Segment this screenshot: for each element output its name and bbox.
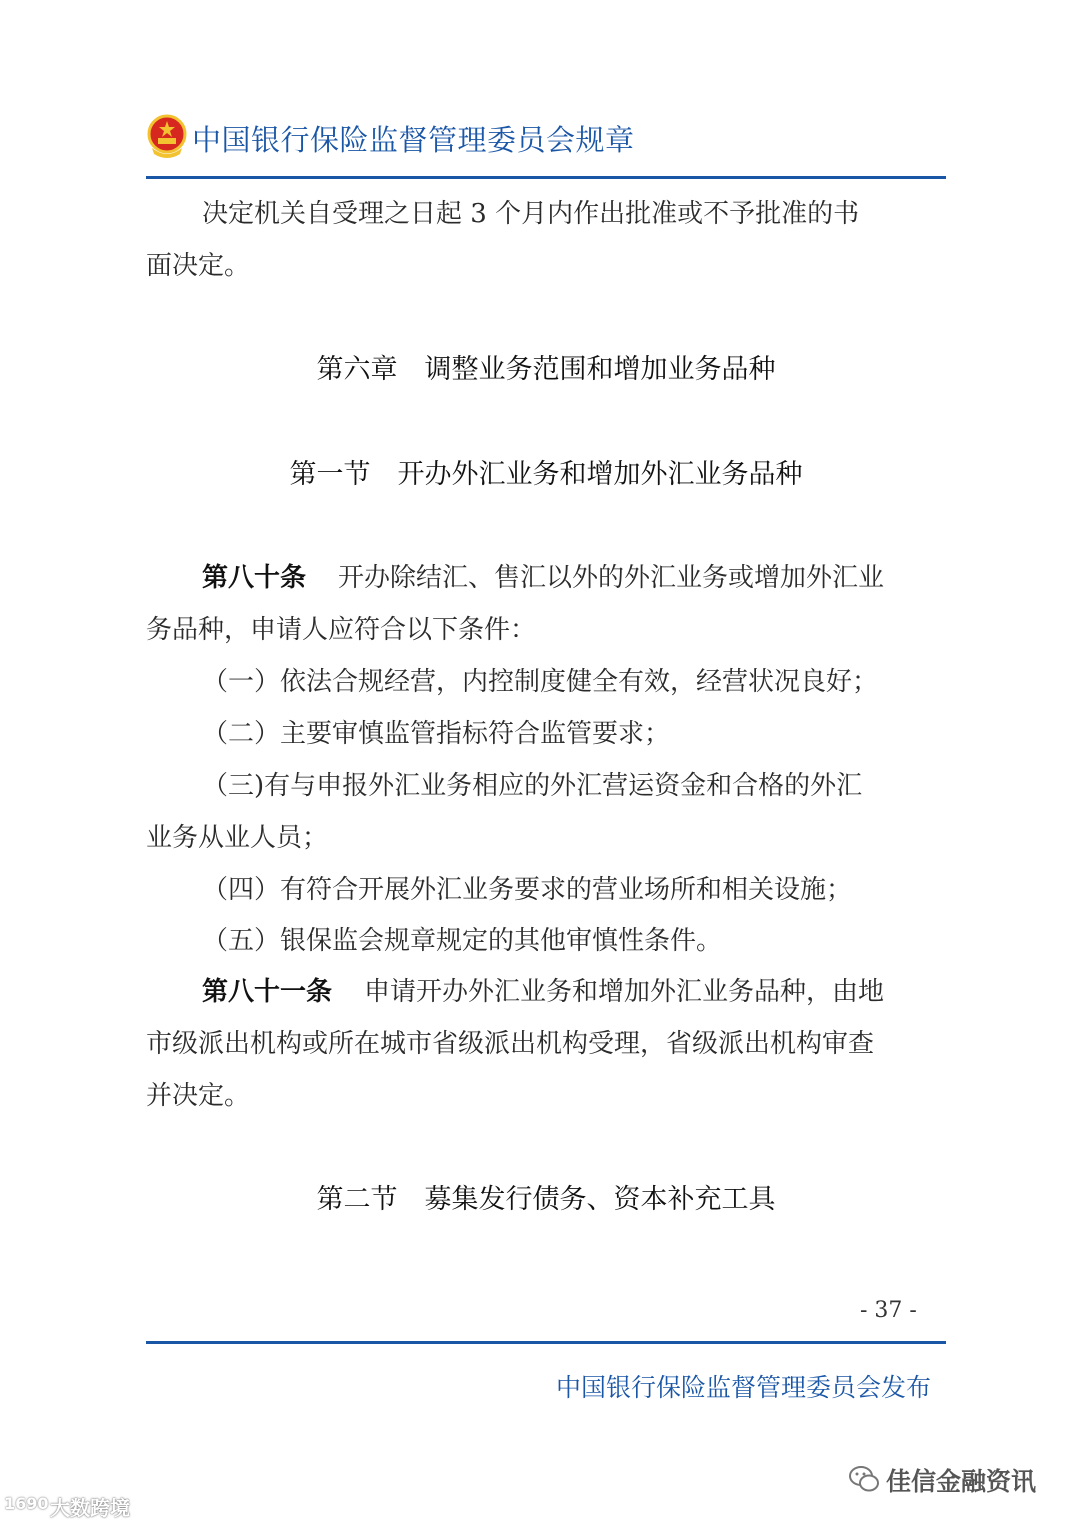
footer-rule bbox=[146, 1341, 946, 1344]
document-header bbox=[146, 112, 946, 172]
article-80-item: （二）主要审慎监管指标符合监管要求； bbox=[202, 719, 671, 749]
paragraph-line: 决定机关自受理之日起 3 个月内作出批准或不予批准的书 bbox=[202, 199, 860, 229]
article-81-line bbox=[202, 971, 884, 1008]
article-81-line: 并决定。 bbox=[146, 1081, 251, 1111]
article-80-item: （一）依法合规经营，内控制度健全有效，经营状况良好； bbox=[202, 667, 879, 697]
article-80-item: （五）银保监会规章规定的其他审慎性条件。 bbox=[202, 926, 723, 956]
header-rule bbox=[146, 176, 946, 179]
chapter-heading: 第六章 调整业务范围和增加业务品种 bbox=[316, 354, 776, 385]
page-number: - 37 - bbox=[860, 1298, 917, 1323]
footer-publisher: 中国银行保险监督管理委员会发布 bbox=[556, 1373, 932, 1402]
site-name: 大数跨境 bbox=[50, 1496, 130, 1520]
article-81-text: 申请开办外汇业务和增加外汇业务品种，由地 bbox=[364, 977, 885, 1007]
article-80-item: 业务从业人员； bbox=[146, 823, 329, 853]
header-title: 中国银行保险监督管理委员会规章 bbox=[192, 123, 635, 157]
wechat-account-name: 佳信金融资讯 bbox=[886, 1467, 1037, 1496]
article-80-text: 开办除结汇、售汇以外的外汇业务或增加外汇业 bbox=[338, 563, 885, 593]
section-heading: 第二节 募集发行债务、资本补充工具 bbox=[316, 1184, 776, 1215]
wechat-icon bbox=[848, 1464, 880, 1494]
article-80-item: （三)有与申报外汇业务相应的外汇营运资金和合格的外汇 bbox=[202, 771, 863, 801]
article-80-line: 务品种，申请人应符合以下条件： bbox=[146, 615, 537, 645]
article-81-line: 市级派出机构或所在城市省级派出机构受理，省级派出机构审查 bbox=[146, 1029, 875, 1059]
article-80-item: （四）有符合开展外汇业务要求的营业场所和相关设施； bbox=[202, 875, 853, 905]
article-80-label: 第八十条 bbox=[202, 563, 307, 593]
site-logo: 1690 bbox=[4, 1494, 49, 1513]
paragraph-line: 面决定。 bbox=[146, 251, 251, 281]
article-81-label: 第八十一条 bbox=[202, 977, 333, 1007]
national-emblem-icon bbox=[146, 114, 188, 160]
article-80-line bbox=[202, 557, 884, 594]
section-heading: 第一节 开办外汇业务和增加外汇业务品种 bbox=[289, 459, 803, 490]
